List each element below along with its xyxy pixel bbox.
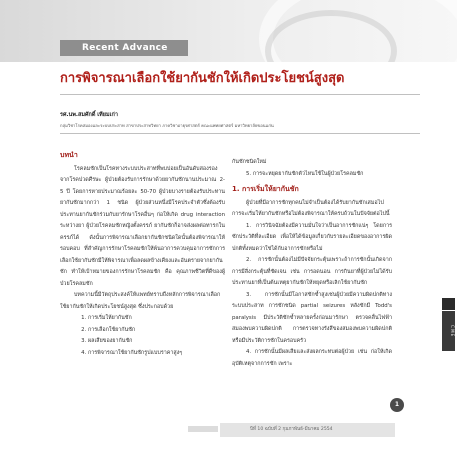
section1-paragraph-1: ผู้ป่วยที่มีอาการชักทุกคนไม่จำเป็นต้องได้รับยากันชักเสมอไป การจะเริ่มให้ยากันชักหรือไม่ต้องพิจารณาให้ครบถ้วนในปัจจัยต่อไปนี้ bbox=[232, 199, 390, 217]
page-number: 1 bbox=[390, 398, 404, 412]
author-name: รศ.นพ.สมศักดิ์ เทียมเก่า bbox=[60, 112, 118, 118]
side-tabs bbox=[435, 298, 457, 368]
section1-paragraph-2: 1. การวินิจฉัยต้องมีความมั่นใจว่าเป็นอาการชักแน่ๆ โดยการซักประวัติที่ละเอียด เพื่อให้ได้ข้อมูลเกี่ยวกับรายละเอียดของอาการผิดปกติทั้งหมดว่าใช่ได้กับอาการชักหรือไม่ bbox=[232, 222, 392, 252]
section1-paragraph-4: 3. การชักนั้นมีโอกาสชักซ้ำสูงเช่นผู้ป่วยมีความผิดปกติทางระบบประสาท การชักชนิด partial seizures หลังชักมี Todd's paralysis มีประวัติชักซ้ำหลายครั้งก่อนมารักษา ตรวจคลื่นไฟฟ้าสมองพบความผิดปกติ การตรวจทางรังสีของสมองพบความผิดปกติ หรือมีประวัติการชักในครอบครัว bbox=[232, 291, 392, 344]
topic-list-item: 2. การเลือกใช้ยากันชัก bbox=[88, 325, 225, 337]
footer-accent bbox=[188, 426, 218, 432]
section1-heading: 1. การเริ่มให้ยากันชัก bbox=[232, 185, 299, 193]
section1-paragraph-3: 2. การชักนั้นต้องไม่มีปัจจัยกระตุ้นเพราะถ้าการชักนั้นเกิดจากการมีสิ่งกระตุ้นที่ชัดเจน เช่น การอดนอน การกินยาที่ผู้ป่วยไม่ได้รับประทานยาที่เป็นต้นเหตุยากันชักให้หยุดหรือเลิกใช้ยากันชัก bbox=[232, 257, 392, 286]
left-column bbox=[60, 150, 225, 359]
intro-paragraph-1: โรคลมชักเป็นโรคทางระบบประสาทที่พบบ่อยเป็นอันดับสองรองจากโรคปวดศีรษะ ผู้ป่วยต้องรับการรักษาด้วยยากันชักนานประมาณ 2-5 ปี โดยการหายประมาณร้อยละ 50-70 ผู้ป่วยบางรายต้องรับประทานยากันชักมากกว่า 1 ชนิด ผู้ป่วยส่วนหนึ่งมีโรคประจำตัวซึ่งต้องรับประทานยากันชักร่วมกับยารักษาโรคอื่นๆ ก่อให้เกิด drug interaction ระหว่างยา ผู้ป่วยโรคลมชักหญิงตั้งครรภ์ ยากันชักก็อาจส่งผลต่อทารกในครรภ์ได้ ดังนั้นการพิจารณาเลือกยากันชักชนิดใดนั้นต้องพิจารณาให้รอบคอบ ที่สำคัญการรักษาโรคลมชักให้พ้นอาการควบคุมอาการชักการเลือกใช้ยากันชักมีให้พิจารณาเพื่อลดผลข้างเคียงและอันตรายจากยากันชัก ทำให้เป้าหมายของการรักษาโรคลมชัก คือ คุณภาพชีวิตที่ดีของผู้ป่วยโรคลมชัก bbox=[60, 165, 225, 287]
title-divider bbox=[60, 94, 420, 95]
article-title: การพิจารณาเลือกใช้ยากันชักให้เกิดประโยชน์สูงสุด bbox=[60, 71, 345, 86]
right-column bbox=[232, 157, 392, 370]
continued-line: กันชักชนิดใหม่ bbox=[232, 159, 267, 165]
side-tab bbox=[442, 298, 455, 310]
issue-info: ปีที่ 10 ฉบับที่ 2 กุมภาพันธ์-มีนาคม 2554 bbox=[250, 427, 333, 432]
topic-list-item: 4. การพิจารณาใช้ยากันชักรูปแบบราคาสูงๆ bbox=[88, 348, 225, 360]
section1-paragraph-5: 4. การชักนั้นมีผลเสียและส่งผลกระทบต่อผู้ป่วย เช่น ก่อให้เกิดอุบัติเหตุจากการชัก เพราะ bbox=[232, 349, 392, 367]
section-tag: Recent Advance bbox=[60, 40, 188, 56]
topic-list-item: 3. ผลเสียของยากันชัก bbox=[88, 336, 225, 348]
intro-paragraph-2: บทความนี้มีวัตถุประสงค์ให้แพทย์ทราบถึงหลักการพิจารณาเลือกใช้ยากันชักให้เกิดประโยชน์สูงสุด ซึ่งประกอบด้วย bbox=[60, 292, 221, 310]
side-tab-label: C M E bbox=[442, 311, 455, 351]
topic-item-5: 5. การจะหยุดยากันชักตัวไหนใช้ในผู้ป่วยโรคลมชัก bbox=[246, 170, 364, 177]
topic-list bbox=[60, 313, 225, 359]
author-divider bbox=[60, 133, 420, 134]
topic-list-item: 1. การเริ่มให้ยากันชัก bbox=[88, 313, 225, 325]
intro-heading: บทนำ bbox=[60, 151, 78, 159]
author-affiliation: กลุ่มวิชาโรคสมองและระบบประสาท สาขาประสาทวิทยา ภาควิชาอายุรศาสตร์ คณะแพทยศาสตร์ มหาวิทยาลัยขอนแก่น bbox=[60, 123, 274, 128]
